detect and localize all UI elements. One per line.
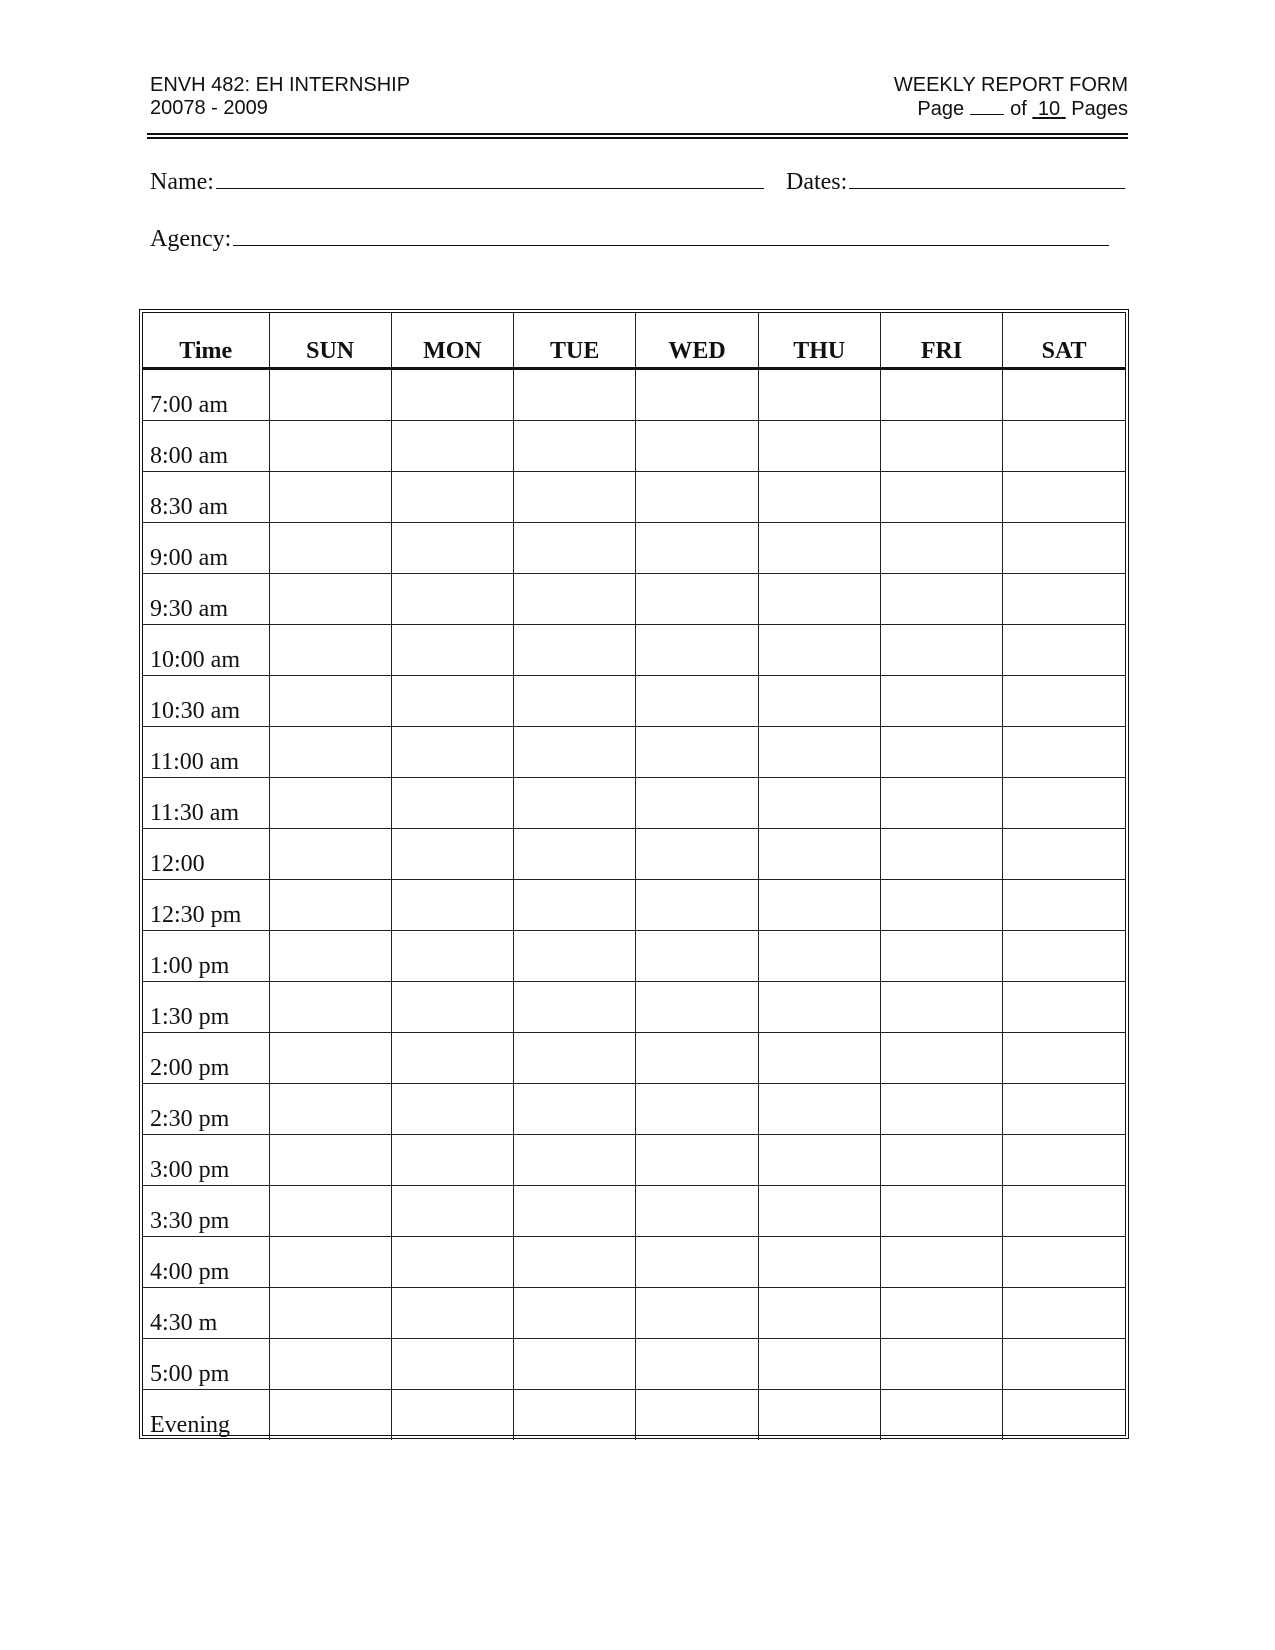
time-slot-label: 5:00 pm <box>143 1339 269 1390</box>
entry-cell-fri[interactable] <box>880 1288 1002 1339</box>
entry-cell-tue[interactable] <box>514 931 636 982</box>
entry-cell-wed[interactable] <box>636 1390 758 1441</box>
entry-cell-fri[interactable] <box>880 829 1002 880</box>
course-header <box>150 74 410 120</box>
table-row <box>143 421 1125 472</box>
table-row <box>143 1033 1125 1084</box>
entry-cell-fri[interactable] <box>880 1084 1002 1135</box>
entry-cell-sun[interactable] <box>269 1033 391 1084</box>
entry-cell-mon[interactable] <box>391 472 513 523</box>
entry-cell-sat[interactable] <box>1003 472 1125 523</box>
entry-cell-mon[interactable] <box>391 829 513 880</box>
time-column-header: Time <box>143 313 269 369</box>
entry-cell-wed[interactable] <box>636 676 758 727</box>
table-row <box>143 1390 1125 1441</box>
entry-cell-thu[interactable] <box>758 1033 880 1084</box>
page-number-blank[interactable] <box>970 97 1004 115</box>
table-row <box>143 829 1125 880</box>
time-slot-label: Evening <box>143 1390 269 1441</box>
entry-cell-sat[interactable] <box>1003 1339 1125 1390</box>
table-row <box>143 1084 1125 1135</box>
of-label: of <box>1010 98 1027 120</box>
entry-cell-mon[interactable] <box>391 523 513 574</box>
entry-cell-sun[interactable] <box>269 625 391 676</box>
time-slot-label: 4:30 m <box>143 1288 269 1339</box>
day-header-sat: SAT <box>1003 313 1125 369</box>
page-total: 10 <box>1037 98 1061 120</box>
entry-cell-fri[interactable] <box>880 880 1002 931</box>
entry-cell-mon[interactable] <box>391 982 513 1033</box>
entry-cell-sun[interactable] <box>269 1390 391 1441</box>
agency-label: Agency: <box>150 226 232 252</box>
entry-cell-tue[interactable] <box>514 523 636 574</box>
entry-cell-mon[interactable] <box>391 1186 513 1237</box>
entry-cell-wed[interactable] <box>636 1237 758 1288</box>
table-row <box>143 676 1125 727</box>
schedule-header-row <box>143 313 1125 369</box>
entry-cell-sun[interactable] <box>269 982 391 1033</box>
entry-cell-sat[interactable] <box>1003 523 1125 574</box>
entry-cell-sat[interactable] <box>1003 829 1125 880</box>
day-header-mon: MON <box>391 313 513 369</box>
entry-cell-fri[interactable] <box>880 1390 1002 1441</box>
time-slot-label: 4:00 pm <box>143 1237 269 1288</box>
time-slot-label: 11:30 am <box>143 778 269 829</box>
form-title: WEEKLY REPORT FORM <box>893 74 1128 96</box>
entry-cell-thu[interactable] <box>758 778 880 829</box>
time-slot-label: 2:00 pm <box>143 1033 269 1084</box>
entry-cell-tue[interactable] <box>514 1033 636 1084</box>
entry-cell-thu[interactable] <box>758 829 880 880</box>
entry-cell-wed[interactable] <box>636 574 758 625</box>
entry-cell-mon[interactable] <box>391 1339 513 1390</box>
entry-cell-thu[interactable] <box>758 1084 880 1135</box>
entry-cell-fri[interactable] <box>880 1135 1002 1186</box>
time-slot-label: 8:00 am <box>143 421 269 472</box>
entry-cell-thu[interactable] <box>758 1186 880 1237</box>
form-header <box>894 74 1128 121</box>
entry-cell-sat[interactable] <box>1003 1390 1125 1441</box>
entry-cell-tue[interactable] <box>514 1288 636 1339</box>
entry-cell-sun[interactable] <box>269 1237 391 1288</box>
entry-cell-mon[interactable] <box>391 727 513 778</box>
day-header-thu: THU <box>758 313 880 369</box>
entry-cell-thu[interactable] <box>758 982 880 1033</box>
entry-cell-sun[interactable] <box>269 1084 391 1135</box>
entry-cell-mon[interactable] <box>391 625 513 676</box>
entry-cell-mon[interactable] <box>391 1390 513 1441</box>
entry-cell-fri[interactable] <box>880 931 1002 982</box>
entry-cell-sun[interactable] <box>269 369 391 421</box>
day-header-tue: TUE <box>514 313 636 369</box>
entry-cell-tue[interactable] <box>514 574 636 625</box>
time-slot-label: 10:00 am <box>143 625 269 676</box>
table-row <box>143 880 1125 931</box>
entry-cell-mon[interactable] <box>391 778 513 829</box>
time-slot-label: 11:00 am <box>143 727 269 778</box>
entry-cell-fri[interactable] <box>880 676 1002 727</box>
entry-cell-thu[interactable] <box>758 1288 880 1339</box>
entry-cell-sat[interactable] <box>1003 931 1125 982</box>
entry-cell-thu[interactable] <box>758 369 880 421</box>
entry-cell-wed[interactable] <box>636 982 758 1033</box>
entry-cell-tue[interactable] <box>514 676 636 727</box>
entry-cell-thu[interactable] <box>758 1390 880 1441</box>
entry-cell-sun[interactable] <box>269 931 391 982</box>
dates-label: Dates: <box>786 169 848 195</box>
entry-cell-wed[interactable] <box>636 472 758 523</box>
entry-cell-wed[interactable] <box>636 1084 758 1135</box>
table-row <box>143 1237 1125 1288</box>
entry-cell-wed[interactable] <box>636 523 758 574</box>
entry-cell-wed[interactable] <box>636 1288 758 1339</box>
entry-cell-sun[interactable] <box>269 727 391 778</box>
table-row <box>143 1186 1125 1237</box>
entry-cell-tue[interactable] <box>514 1237 636 1288</box>
entry-cell-fri[interactable] <box>880 778 1002 829</box>
entry-cell-tue[interactable] <box>514 778 636 829</box>
time-slot-label: 2:30 pm <box>143 1084 269 1135</box>
entry-cell-sat[interactable] <box>1003 421 1125 472</box>
table-row <box>143 574 1125 625</box>
entry-cell-wed[interactable] <box>636 625 758 676</box>
entry-cell-fri[interactable] <box>880 369 1002 421</box>
name-label: Name: <box>150 169 214 195</box>
time-slot-label: 8:30 am <box>143 472 269 523</box>
entry-cell-fri[interactable] <box>880 1339 1002 1390</box>
entry-cell-sat[interactable] <box>1003 1033 1125 1084</box>
entry-cell-thu[interactable] <box>758 523 880 574</box>
entry-cell-fri[interactable] <box>880 472 1002 523</box>
entry-cell-tue[interactable] <box>514 727 636 778</box>
entry-cell-tue[interactable] <box>514 1186 636 1237</box>
academic-year: 20078 - 2009 <box>150 97 268 119</box>
entry-cell-thu[interactable] <box>758 574 880 625</box>
entry-cell-sun[interactable] <box>269 778 391 829</box>
name-field <box>150 166 764 196</box>
entry-cell-fri[interactable] <box>880 625 1002 676</box>
entry-cell-sun[interactable] <box>269 472 391 523</box>
entry-cell-tue[interactable] <box>514 1084 636 1135</box>
entry-cell-sat[interactable] <box>1003 778 1125 829</box>
time-slot-label: 9:30 am <box>143 574 269 625</box>
entry-cell-mon[interactable] <box>391 1135 513 1186</box>
header-divider-bottom <box>147 137 1128 139</box>
entry-cell-sat[interactable] <box>1003 880 1125 931</box>
table-row <box>143 523 1125 574</box>
day-header-fri: FRI <box>880 313 1002 369</box>
entry-cell-fri[interactable] <box>880 1033 1002 1084</box>
schedule-table <box>143 313 1125 1440</box>
entry-cell-wed[interactable] <box>636 1339 758 1390</box>
entry-cell-tue[interactable] <box>514 880 636 931</box>
time-slot-label: 9:00 am <box>143 523 269 574</box>
time-slot-label: 7:00 am <box>143 369 269 421</box>
pages-label: Pages <box>1071 98 1128 120</box>
entry-cell-fri[interactable] <box>880 421 1002 472</box>
entry-cell-tue[interactable] <box>514 472 636 523</box>
time-slot-label: 12:30 pm <box>143 880 269 931</box>
entry-cell-sat[interactable] <box>1003 1135 1125 1186</box>
entry-cell-sun[interactable] <box>269 421 391 472</box>
entry-cell-wed[interactable] <box>636 1033 758 1084</box>
entry-cell-sun[interactable] <box>269 880 391 931</box>
entry-cell-sun[interactable] <box>269 1186 391 1237</box>
entry-cell-thu[interactable] <box>758 625 880 676</box>
agency-blank[interactable] <box>233 223 1109 246</box>
entry-cell-wed[interactable] <box>636 1135 758 1186</box>
schedule-body <box>143 369 1125 1441</box>
entry-cell-tue[interactable] <box>514 421 636 472</box>
entry-cell-thu[interactable] <box>758 1237 880 1288</box>
entry-cell-mon[interactable] <box>391 676 513 727</box>
entry-cell-tue[interactable] <box>514 1339 636 1390</box>
entry-cell-thu[interactable] <box>758 880 880 931</box>
entry-cell-thu[interactable] <box>758 1339 880 1390</box>
entry-cell-sat[interactable] <box>1003 1288 1125 1339</box>
entry-cell-mon[interactable] <box>391 880 513 931</box>
entry-cell-sun[interactable] <box>269 676 391 727</box>
table-row <box>143 778 1125 829</box>
entry-cell-thu[interactable] <box>758 676 880 727</box>
entry-cell-mon[interactable] <box>391 1033 513 1084</box>
time-slot-label: 12:00 <box>143 829 269 880</box>
entry-cell-sun[interactable] <box>269 1288 391 1339</box>
entry-cell-wed[interactable] <box>636 778 758 829</box>
entry-cell-mon[interactable] <box>391 574 513 625</box>
table-row <box>143 727 1125 778</box>
entry-cell-fri[interactable] <box>880 523 1002 574</box>
entry-cell-mon[interactable] <box>391 1237 513 1288</box>
entry-cell-mon[interactable] <box>391 421 513 472</box>
table-row <box>143 472 1125 523</box>
entry-cell-wed[interactable] <box>636 421 758 472</box>
page-counter <box>894 97 1128 121</box>
time-slot-label: 1:30 pm <box>143 982 269 1033</box>
entry-cell-sat[interactable] <box>1003 982 1125 1033</box>
entry-cell-sat[interactable] <box>1003 727 1125 778</box>
entry-cell-sun[interactable] <box>269 1339 391 1390</box>
entry-cell-thu[interactable] <box>758 1135 880 1186</box>
day-header-sun: SUN <box>269 313 391 369</box>
entry-cell-sun[interactable] <box>269 523 391 574</box>
table-row <box>143 1288 1125 1339</box>
entry-cell-wed[interactable] <box>636 829 758 880</box>
entry-cell-thu[interactable] <box>758 421 880 472</box>
page-label: Page <box>917 98 965 120</box>
entry-cell-wed[interactable] <box>636 727 758 778</box>
entry-cell-fri[interactable] <box>880 1186 1002 1237</box>
entry-cell-sat[interactable] <box>1003 625 1125 676</box>
entry-cell-thu[interactable] <box>758 472 880 523</box>
entry-cell-sat[interactable] <box>1003 574 1125 625</box>
entry-cell-sat[interactable] <box>1003 676 1125 727</box>
entry-cell-thu[interactable] <box>758 727 880 778</box>
entry-cell-tue[interactable] <box>514 829 636 880</box>
day-header-wed: WED <box>636 313 758 369</box>
entry-cell-sun[interactable] <box>269 829 391 880</box>
course-title: ENVH 482: EH INTERNSHIP <box>150 74 411 96</box>
time-slot-label: 3:30 pm <box>143 1186 269 1237</box>
header-divider-top <box>147 133 1128 135</box>
entry-cell-wed[interactable] <box>636 1186 758 1237</box>
entry-cell-mon[interactable] <box>391 1288 513 1339</box>
table-row <box>143 931 1125 982</box>
entry-cell-tue[interactable] <box>514 369 636 421</box>
dates-field <box>786 166 1125 196</box>
entry-cell-fri[interactable] <box>880 982 1002 1033</box>
entry-cell-sat[interactable] <box>1003 369 1125 421</box>
table-row <box>143 1339 1125 1390</box>
entry-cell-fri[interactable] <box>880 574 1002 625</box>
entry-cell-thu[interactable] <box>758 931 880 982</box>
entry-cell-sun[interactable] <box>269 1135 391 1186</box>
time-slot-label: 1:00 pm <box>143 931 269 982</box>
table-row <box>143 625 1125 676</box>
agency-field <box>150 223 1109 253</box>
entry-cell-fri[interactable] <box>880 1237 1002 1288</box>
time-slot-label: 10:30 am <box>143 676 269 727</box>
schedule-table-frame <box>139 309 1129 1439</box>
table-row <box>143 1135 1125 1186</box>
entry-cell-tue[interactable] <box>514 625 636 676</box>
entry-cell-wed[interactable] <box>636 369 758 421</box>
entry-cell-wed[interactable] <box>636 880 758 931</box>
table-row <box>143 982 1125 1033</box>
time-slot-label: 3:00 pm <box>143 1135 269 1186</box>
dates-blank[interactable] <box>849 166 1125 189</box>
entry-cell-sat[interactable] <box>1003 1084 1125 1135</box>
entry-cell-tue[interactable] <box>514 1390 636 1441</box>
entry-cell-mon[interactable] <box>391 369 513 421</box>
entry-cell-fri[interactable] <box>880 727 1002 778</box>
entry-cell-wed[interactable] <box>636 931 758 982</box>
entry-cell-mon[interactable] <box>391 1084 513 1135</box>
name-blank[interactable] <box>216 166 764 189</box>
entry-cell-tue[interactable] <box>514 1135 636 1186</box>
entry-cell-sat[interactable] <box>1003 1186 1125 1237</box>
entry-cell-sun[interactable] <box>269 574 391 625</box>
entry-cell-sat[interactable] <box>1003 1237 1125 1288</box>
entry-cell-mon[interactable] <box>391 931 513 982</box>
table-row <box>143 369 1125 421</box>
entry-cell-tue[interactable] <box>514 982 636 1033</box>
